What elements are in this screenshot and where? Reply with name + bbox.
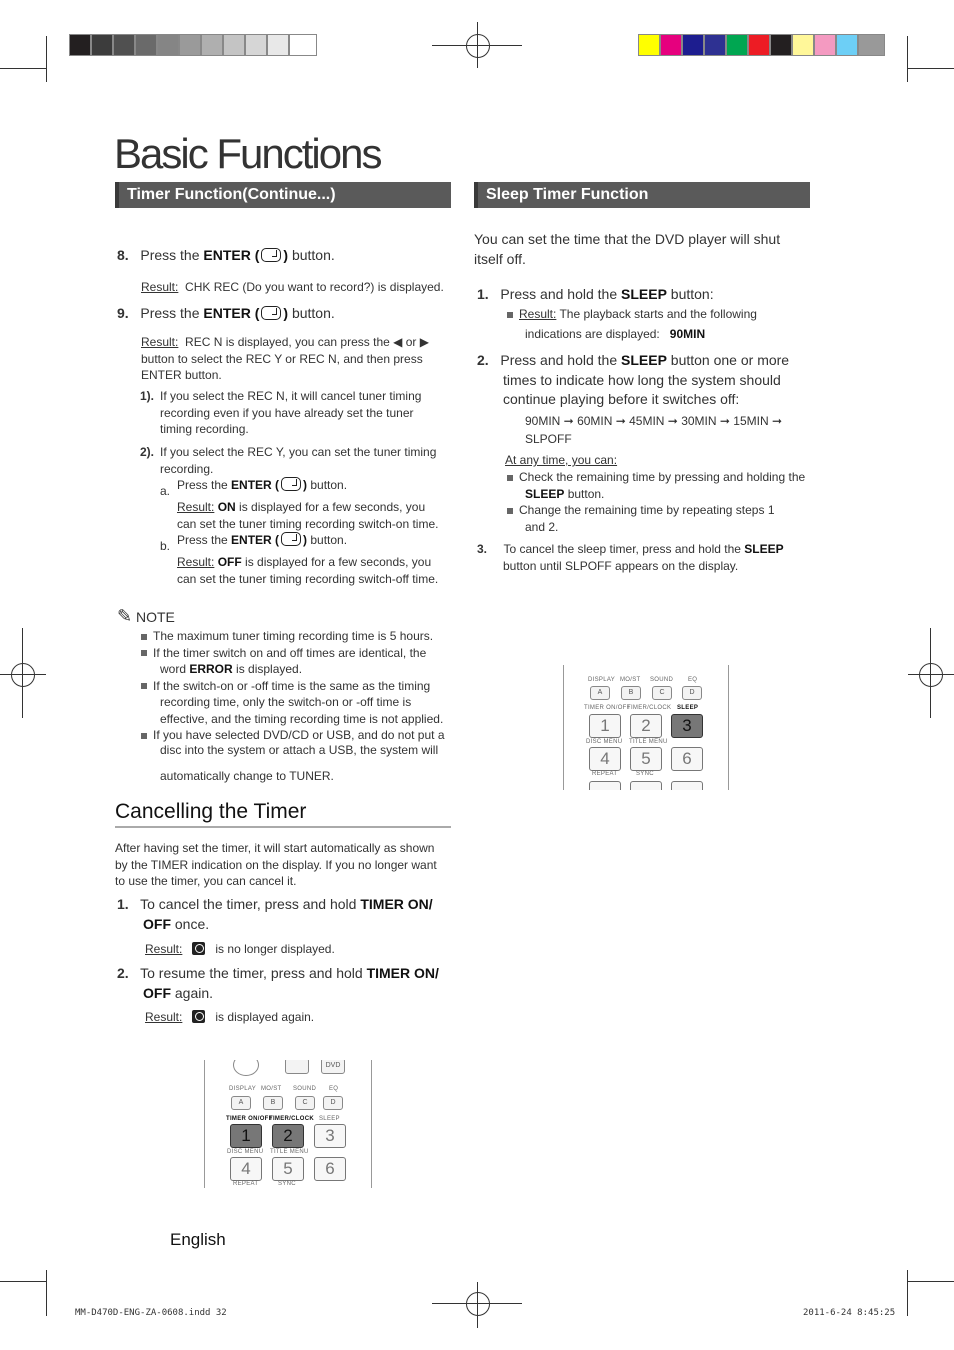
step-8: 8. Press the ENTER ( ) button.: [117, 247, 335, 263]
remote-b-button: B: [263, 1096, 283, 1110]
slug-date: 2011-6-24 8:45:25: [803, 1308, 896, 1318]
sub-b-letter: b.: [160, 539, 171, 553]
remote-3-button: 3: [671, 714, 703, 738]
footer-language: English: [170, 1230, 226, 1249]
slug-file: MM-D470D-ENG-ZA-0608.indd 32: [75, 1308, 227, 1318]
cancel-step-1-result: Result: is no longer displayed.: [145, 942, 335, 956]
note-list: The maximum tuner timing recording time is 5 hours. If the timer switch on and off times are identical, the word ERROR is displayed. If the switch-on or -off time is the same as the timing recording time, only the switch-on or -off time is effective, and the timing recording time is not applied. If you have selected DVD/CD or USB, and do not put a disc into the system or attach a USB, the system will automatically change to TUNER.: [141, 628, 445, 784]
sub-step-1: 1).: [140, 389, 155, 403]
sub-step-1-text: If you select the REC N, it will cancel tuner timing recording even if you have already set the tuner timing recording.: [160, 389, 422, 436]
remote-8-button: [630, 781, 662, 790]
remote-d-button: D: [323, 1096, 343, 1110]
remote-5-button: 5: [272, 1157, 304, 1181]
remote-label-eq: EQ: [688, 677, 698, 683]
remote-label-timer-clock: TIMER/CLOCK: [627, 705, 672, 711]
remote-4-button: 4: [230, 1157, 262, 1181]
dvd-button: DVD: [321, 1060, 345, 1074]
any-time-list: Check the remaining time by pressing and holding the SLEEP button. Change the remaining time by repeating steps 1 and 2.: [507, 469, 805, 535]
timer-icon: [192, 1010, 205, 1023]
remote-b-button: B: [621, 686, 641, 700]
remote-label-repeat: REPEAT: [592, 771, 618, 777]
sleep-step-2: 2. Press and hold the SLEEP button one or more times to indicate how long the system should continue playing before it switches off:: [477, 352, 790, 407]
sub-a-letter: a.: [160, 484, 171, 498]
remote-label-timer-onoff: TIMER ON/OFF: [584, 705, 631, 711]
remote-5-button: 5: [630, 747, 662, 771]
remote-label-sleep: SLEEP: [319, 1116, 340, 1122]
remote-1-button: 1: [230, 1124, 262, 1148]
step-9-result: Result: REC N is displayed, you can press the ◀ or ▶ button to select the REC Y or REC N, and then press ENTER button.: [141, 335, 429, 382]
remote-label-sound: SOUND: [650, 677, 674, 683]
remote-label-most: MO/ST: [620, 677, 641, 683]
remote-a-button: A: [231, 1096, 251, 1110]
remote-1-button: 1: [589, 714, 621, 738]
sleep-step-1: 1. Press and hold the SLEEP button:: [477, 286, 714, 302]
any-time-heading: At any time, you can:: [505, 453, 618, 467]
remote-label-disc-menu: DISC MENU: [586, 739, 623, 745]
remote-3-button: 3: [314, 1124, 346, 1148]
remote-label-eq: EQ: [329, 1086, 339, 1092]
remote-label-most: MO/ST: [261, 1086, 282, 1092]
sub-b-result: Result: OFF is displayed for a few seconds, you can set the tuner timing recording switch-off time.: [177, 555, 439, 586]
sub-step-2-text: If you select the REC Y, you can set the tuner timing recording.: [160, 445, 437, 476]
power-icon: [233, 1060, 259, 1076]
sub-b: Press the ENTER ( ) button.: [177, 533, 348, 547]
sub-a-result: Result: ON is displayed for a few seconds, you can set the tuner timing recording switch-on time.: [177, 500, 439, 531]
remote-7-button: [589, 781, 621, 790]
remote-label-disc-menu: DISC MENU: [227, 1149, 264, 1155]
remote-label-timer-clock: TIMER/CLOCK: [269, 1116, 314, 1122]
sleep-timer-header: Sleep Timer Function: [474, 182, 810, 208]
remote-4-button: 4: [589, 747, 621, 771]
cancel-step-1: 1. To cancel the timer, press and hold TIMER ON/ OFF once.: [117, 896, 433, 932]
cancel-intro: After having set the timer, it will start automatically as shown by the TIMER indication on the display. If you no longer want to use the timer, you can cancel it.: [115, 841, 437, 888]
sleep-step-3: 3. To cancel the sleep timer, press and hold the SLEEP button until SLPOFF appears on the display.: [477, 542, 784, 573]
remote-label-display: DISPLAY: [229, 1086, 256, 1092]
sub-a: Press the ENTER ( ) button.: [177, 478, 348, 492]
remote-label-sync: SYNC: [636, 771, 654, 777]
pencil-icon: ✎: [117, 606, 133, 626]
remote-illustration-timer: [204, 1060, 372, 1188]
remote-label-timer-onoff: TIMER ON/OFF: [226, 1116, 273, 1122]
cancel-step-2-result: Result: is displayed again.: [145, 1010, 315, 1024]
sleep-step-1-result: Result: The playback starts and the following indications are displayed: 90MIN: [507, 304, 757, 344]
sleep-sequence: 90MIN ➞ 60MIN ➞ 45MIN ➞ 30MIN ➞ 15MIN ➞ SLPOFF: [525, 414, 782, 446]
section-rule: [115, 826, 451, 828]
remote-2-button: 2: [630, 714, 662, 738]
remote-c-button: C: [295, 1096, 315, 1110]
remote-label-title-menu: TITLE MENU: [270, 1149, 309, 1155]
remote-a-button: A: [590, 686, 610, 700]
remote-illustration-sleep: [563, 665, 729, 790]
note-heading: ✎ NOTE: [117, 606, 175, 626]
remote-6-button: 6: [671, 747, 703, 771]
step-8-result: Result: CHK REC (Do you want to record?) is displayed.: [141, 280, 444, 294]
step-9: 9. Press the ENTER ( ) button.: [117, 305, 335, 321]
timer-icon: [192, 942, 205, 955]
remote-9-button: [671, 781, 703, 790]
remote-6-button: 6: [314, 1157, 346, 1181]
remote-c-button: C: [652, 686, 672, 700]
remote-label-title-menu: TITLE MENU: [629, 739, 668, 745]
remote-label-sound: SOUND: [293, 1086, 317, 1092]
sleep-intro: You can set the time that the DVD player will shut itself off.: [474, 231, 781, 267]
remote-label-sync: SYNC: [278, 1181, 296, 1187]
enter-icon: [261, 248, 281, 262]
remote-label-sleep: SLEEP: [677, 705, 699, 711]
remote-d-button: D: [682, 686, 702, 700]
enter-icon: [261, 306, 281, 320]
remote-label-repeat: REPEAT: [233, 1181, 259, 1187]
sub-step-2: 2).: [140, 445, 155, 459]
remote-button-blank: [285, 1060, 309, 1074]
enter-icon: [281, 477, 301, 491]
page-title: Basic Functions: [114, 130, 381, 177]
remote-label-display: DISPLAY: [588, 677, 615, 683]
remote-2-button: 2: [272, 1124, 304, 1148]
timer-continue-header: Timer Function(Continue...): [115, 182, 451, 208]
cancelling-timer-title: Cancelling the Timer: [115, 800, 307, 823]
cancel-step-2: 2. To resume the timer, press and hold TIMER ON/ OFF again.: [117, 965, 439, 1001]
enter-icon: [281, 532, 301, 546]
